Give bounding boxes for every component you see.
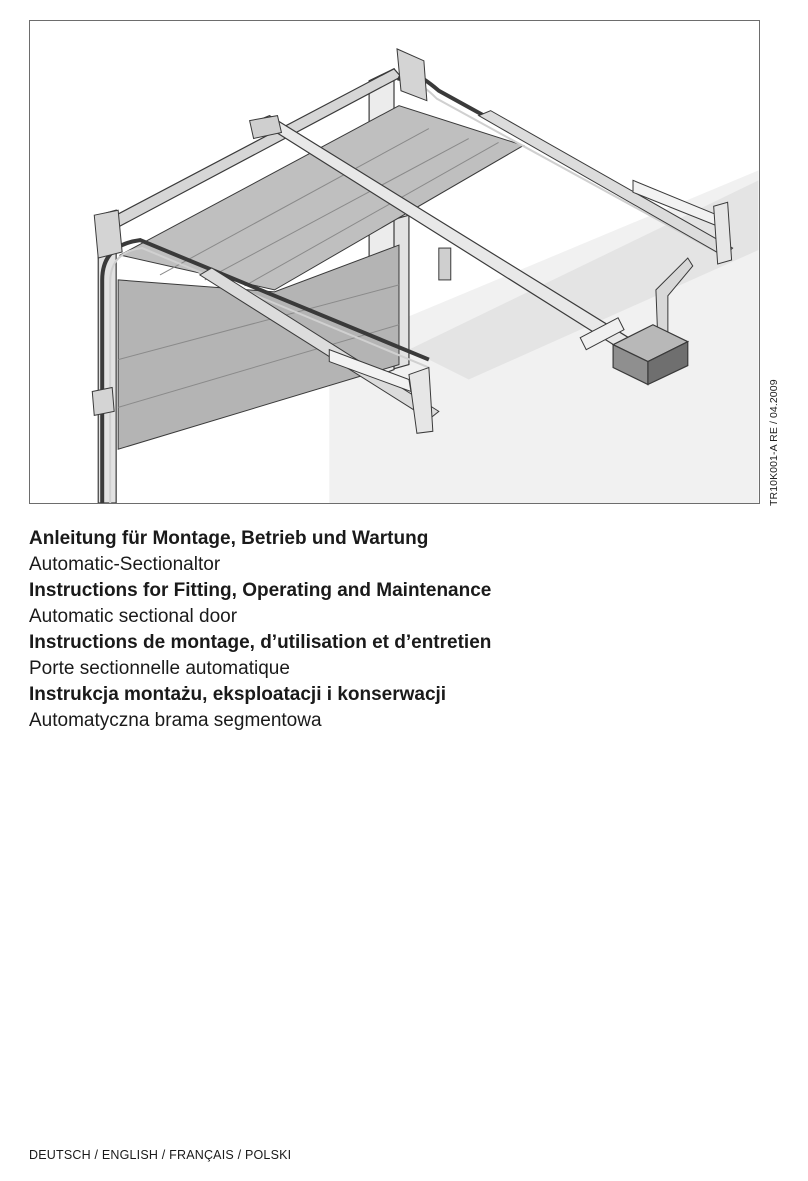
spring-cylinder [439,248,451,280]
title-block-pl [29,682,769,734]
title-list [29,526,769,734]
title-heading: Instructions for Fitting, Operating and Maintenance [29,580,492,601]
title-heading: Anleitung für Montage, Betrieb und Wartung [29,528,429,549]
title-block-fr [29,630,769,682]
right-corner-bracket [397,49,427,101]
right-rail [479,111,733,256]
title-heading: Instructions de montage, d’utilisation et d’entretien [29,632,492,653]
languages-footer: DEUTSCH / ENGLISH / FRANÇAIS / POLSKI [29,1148,292,1162]
title-heading: Instrukcja montażu, eksploatacji i konserwacji [29,684,447,705]
cover-illustration [29,20,760,504]
title-block-de [29,526,769,578]
title-subtitle: Automatic-Sectionaltor [29,554,221,575]
door-panel-horizontal [120,106,523,290]
garage-door-drawing [30,21,759,503]
left-side-bracket [92,387,114,415]
title-block-en [29,578,769,630]
title-subtitle: Porte sectionnelle automatique [29,658,290,679]
title-subtitle: Automatyczna brama segmentowa [29,710,322,731]
document-code: TR10K001-A RE / 04.2009 [768,379,780,506]
left-corner-bracket [94,210,122,258]
title-subtitle: Automatic sectional door [29,606,238,627]
